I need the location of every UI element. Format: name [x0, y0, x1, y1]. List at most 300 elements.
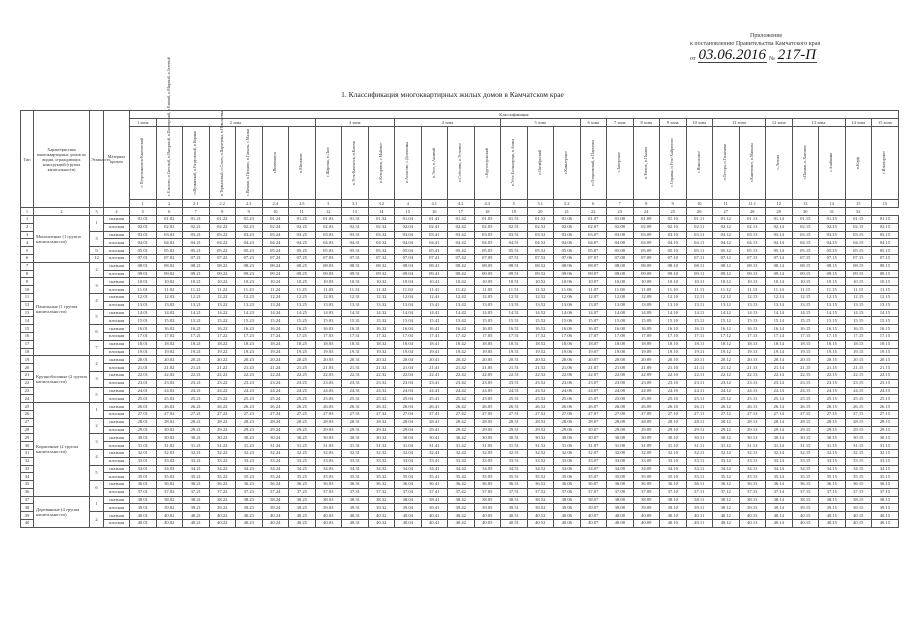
territory-code: 7 — [607, 200, 634, 208]
classification-code: 15.04 — [395, 317, 422, 325]
classification-code: 10.15 — [845, 278, 872, 286]
classification-code: 40.32 — [368, 512, 395, 520]
header-row-codes — [21, 200, 899, 208]
territory-code: 3.1 — [342, 200, 369, 208]
classification-code: 20.11 — [686, 356, 713, 364]
classification-code: 39.13 — [739, 504, 766, 512]
column-number: 29 — [766, 208, 793, 216]
classification-code: 25.10 — [660, 395, 687, 403]
classification-code: 05.05 — [474, 247, 501, 255]
classification-code: 30.15 — [845, 434, 872, 442]
classification-code: 33.25 — [289, 457, 316, 465]
classification-code: 14.06 — [554, 309, 581, 317]
classification-code: 35.25 — [289, 473, 316, 481]
classification-code: 19.02 — [156, 348, 183, 356]
classification-code: 40.13 — [739, 520, 766, 528]
territory-header — [819, 127, 846, 200]
table-row — [21, 379, 899, 387]
classification-code: 30.22 — [209, 434, 236, 442]
header-roof-material: Материал кровли — [104, 111, 130, 208]
roof-material: скатная — [104, 387, 130, 395]
classification-code: 34.04 — [395, 465, 422, 473]
classification-code: 22.13 — [739, 371, 766, 379]
classification-code: 25.01 — [130, 395, 157, 403]
territory-name: г. Елизово, п.Светлый, п.Нагорный, п.Пионерский, п.Ранний, п.Мирный, п.Зеленый — [166, 56, 171, 196]
row-number: 12 — [21, 301, 34, 309]
column-number: 26 — [686, 208, 713, 216]
classification-code: 14.04 — [395, 309, 422, 317]
roof-material: скатная — [104, 309, 130, 317]
classification-code: 08.06 — [554, 262, 581, 270]
territory-code: 4.1 — [421, 200, 448, 208]
classification-code: 36.02 — [156, 481, 183, 489]
table-row — [21, 317, 899, 325]
roof-material: плоская — [104, 223, 130, 231]
territory-header — [474, 127, 501, 200]
classification-code: 22.42 — [448, 371, 475, 379]
classification-code: 17.10 — [660, 332, 687, 340]
classification-code: 28.21 — [183, 418, 210, 426]
classification-code: 23.15 — [819, 379, 846, 387]
classification-code: 14.15 — [872, 309, 899, 317]
roof-material: скатная — [104, 418, 130, 426]
classification-code: 40.03 — [315, 520, 342, 528]
classification-code: 31.11 — [686, 442, 713, 450]
classification-code: 31.05 — [474, 442, 501, 450]
zone-header: 11 зона — [713, 119, 766, 127]
column-number: 16 — [421, 208, 448, 216]
classification-code: 14.08 — [607, 309, 634, 317]
classification-code: 05.51 — [501, 247, 528, 255]
classification-code: 05.11 — [686, 247, 713, 255]
classification-code: 34.09 — [633, 465, 660, 473]
classification-code: 10.09 — [633, 278, 660, 286]
territory-code: 2.5 — [289, 200, 316, 208]
classification-code: 19.21 — [183, 348, 210, 356]
classification-code: 27.15 — [819, 410, 846, 418]
annex-line-1: Приложение — [750, 33, 783, 39]
classification-code: 20.04 — [395, 356, 422, 364]
classification-code: 32.01 — [130, 449, 157, 457]
classification-code: 17.52 — [527, 332, 554, 340]
classification-code: 18.04 — [395, 340, 422, 348]
classification-code: 20.13 — [739, 356, 766, 364]
classification-code: 22.08 — [607, 371, 634, 379]
classification-code: 15.31 — [342, 317, 369, 325]
classification-code: 35.07 — [580, 473, 607, 481]
classification-code: 28.14 — [766, 418, 793, 426]
table-row — [21, 403, 899, 411]
classification-code: 27.07 — [580, 410, 607, 418]
classification-code: 37.15 — [819, 488, 846, 496]
classification-code: 14.25 — [289, 309, 316, 317]
classification-code: 15.11 — [686, 317, 713, 325]
classification-code: 36.06 — [554, 481, 581, 489]
annex-number: 217-П — [777, 47, 817, 63]
classification-code: 21.14 — [766, 364, 793, 372]
classification-code: 30.15 — [792, 434, 819, 442]
classification-code: 27.09 — [633, 410, 660, 418]
classification-code: 38.15 — [819, 496, 846, 504]
classification-code: 08.15 — [792, 262, 819, 270]
classification-code: 08.15 — [819, 262, 846, 270]
classification-code: 40.14 — [766, 520, 793, 528]
row-number: 23 — [21, 387, 34, 395]
classification-code: 31.25 — [289, 442, 316, 450]
classification-code: 20.03 — [315, 356, 342, 364]
floors-value: 9 — [90, 247, 104, 255]
classification-code: 13.13 — [739, 301, 766, 309]
classification-code: 12.32 — [368, 293, 395, 301]
annex-date-row — [690, 48, 820, 63]
classification-code: 13.23 — [236, 301, 263, 309]
table-row — [21, 325, 899, 333]
table-row — [21, 223, 899, 231]
classification-code: 18.07 — [580, 340, 607, 348]
classification-code: 29.01 — [130, 426, 157, 434]
classification-code: 17.22 — [209, 332, 236, 340]
column-number: 19 — [501, 208, 528, 216]
classification-code: 12.31 — [342, 293, 369, 301]
row-number: 28 — [21, 426, 34, 434]
classification-code: 40.15 — [872, 520, 899, 528]
classification-code: 33.22 — [209, 457, 236, 465]
classification-code: 19.03 — [315, 348, 342, 356]
classification-code: 07.02 — [156, 254, 183, 262]
column-number: 3 — [90, 208, 104, 216]
classification-code: 02.32 — [368, 223, 395, 231]
classification-code: 25.23 — [236, 395, 263, 403]
classification-code: 05.09 — [633, 247, 660, 255]
classification-code: 40.52 — [527, 520, 554, 528]
classification-code: 18.06 — [554, 340, 581, 348]
classification-code: 37.41 — [421, 488, 448, 496]
table-row — [21, 262, 899, 270]
classification-code: 13.52 — [527, 301, 554, 309]
classification-code: 35.15 — [872, 473, 899, 481]
classification-code: 19.09 — [633, 348, 660, 356]
row-number: 40 — [21, 520, 34, 528]
classification-code: 32.13 — [739, 449, 766, 457]
classification-code: 18.01 — [130, 340, 157, 348]
classification-code: 28.41 — [421, 418, 448, 426]
classification-code: 22.32 — [368, 371, 395, 379]
classification-code: 31.31 — [342, 442, 369, 450]
classification-code: 23.21 — [183, 379, 210, 387]
classification-code: 01.05 — [474, 216, 501, 224]
classification-code: 40.41 — [421, 520, 448, 528]
column-number: 14 — [368, 208, 395, 216]
roof-material: плоская — [104, 410, 130, 418]
classification-code: 01.06 — [554, 216, 581, 224]
classification-code: 27.15 — [792, 410, 819, 418]
classification-code: 09.15 — [845, 270, 872, 278]
row-number: 17 — [21, 340, 34, 348]
classification-code: 18.22 — [209, 340, 236, 348]
classification-code: 13.24 — [262, 301, 289, 309]
classification-code: 33.15 — [872, 457, 899, 465]
classification-code: 40.08 — [607, 520, 634, 528]
classification-code: 38.41 — [421, 496, 448, 504]
classification-code: 04.24 — [262, 239, 289, 247]
classification-code: 40.52 — [527, 512, 554, 520]
classification-code: 35.14 — [766, 473, 793, 481]
classification-code: 11.15 — [819, 286, 846, 294]
territory-name: п.Корф — [855, 156, 860, 169]
classification-code: 08.14 — [766, 262, 793, 270]
classification-code: 37.32 — [368, 488, 395, 496]
table-row — [21, 301, 899, 309]
classification-code: 04.21 — [183, 239, 210, 247]
classification-code: 09.25 — [289, 270, 316, 278]
classification-code: 03.01 — [130, 231, 157, 239]
classification-code: 19.15 — [872, 348, 899, 356]
classification-code: 21.52 — [527, 364, 554, 372]
classification-code: 02.21 — [183, 223, 210, 231]
classification-code: 01.02 — [156, 216, 183, 224]
classification-code: 24.01 — [130, 387, 157, 395]
classification-code: 10.22 — [209, 278, 236, 286]
classification-code: 19.51 — [501, 348, 528, 356]
table-row — [21, 473, 899, 481]
classification-code: 18.15 — [792, 340, 819, 348]
classification-code: 32.23 — [236, 449, 263, 457]
classification-code: 35.24 — [262, 473, 289, 481]
territory-header — [421, 127, 448, 200]
classification-code: 09.21 — [183, 270, 210, 278]
classification-code: 38.51 — [501, 496, 528, 504]
classification-code: 08.03 — [315, 262, 342, 270]
row-number: 30 — [21, 442, 34, 450]
classification-code: 40.15 — [792, 520, 819, 528]
classification-code: 23.41 — [421, 379, 448, 387]
classification-code: 35.04 — [395, 473, 422, 481]
classification-code: 37.13 — [739, 488, 766, 496]
classification-code: 36.10 — [660, 481, 687, 489]
classification-code: 37.08 — [607, 488, 634, 496]
classification-code: 02.41 — [421, 223, 448, 231]
classification-code: 35.05 — [474, 473, 501, 481]
classification-code: 11.15 — [792, 286, 819, 294]
classification-code: 18.15 — [819, 340, 846, 348]
classification-code: 04.14 — [766, 239, 793, 247]
classification-code: 27.52 — [527, 410, 554, 418]
territory-header — [501, 127, 528, 200]
territory-name: п.Усть-Камчатск, п.Ключи — [352, 140, 357, 185]
classification-code: 19.15 — [792, 348, 819, 356]
row-number: 25 — [21, 403, 34, 411]
roof-material: плоская — [104, 395, 130, 403]
classification-code: 34.15 — [872, 465, 899, 473]
table-row — [21, 465, 899, 473]
classification-code: 28.52 — [527, 418, 554, 426]
territory-code: 4.3 — [474, 200, 501, 208]
classification-code: 18.25 — [289, 340, 316, 348]
classification-code: 33.23 — [236, 457, 263, 465]
classification-code: 34.15 — [792, 465, 819, 473]
table-row — [21, 442, 899, 450]
classification-code: 08.31 — [342, 262, 369, 270]
classification-code: 39.01 — [130, 504, 157, 512]
table-row — [21, 504, 899, 512]
classification-code: 30.07 — [580, 434, 607, 442]
column-number: 4 — [104, 208, 130, 216]
classification-code: 15.23 — [236, 317, 263, 325]
classification-code: 10.21 — [183, 278, 210, 286]
classification-code: 11.32 — [368, 286, 395, 294]
classification-code: 18.24 — [262, 340, 289, 348]
classification-code: 11.24 — [262, 286, 289, 294]
classification-code: 07.05 — [474, 254, 501, 262]
classification-code: 19.05 — [474, 348, 501, 356]
classification-code: 15.06 — [554, 317, 581, 325]
classification-code: 36.01 — [130, 481, 157, 489]
classification-code: 15.09 — [633, 317, 660, 325]
table-row — [21, 512, 899, 520]
classification-code: 27.15 — [845, 410, 872, 418]
classification-code: 36.41 — [421, 481, 448, 489]
classification-code: 40.31 — [342, 512, 369, 520]
roof-material: скатная — [104, 325, 130, 333]
classification-code: 23.23 — [236, 379, 263, 387]
row-number: 5 — [21, 247, 34, 255]
zone-header: 10 зона — [686, 119, 713, 127]
classification-code: 09.24 — [262, 270, 289, 278]
classification-code: 18.23 — [236, 340, 263, 348]
roof-material: плоская — [104, 270, 130, 278]
classification-code: 40.15 — [845, 512, 872, 520]
classification-code: 04.15 — [872, 239, 899, 247]
classification-code: 15.22 — [209, 317, 236, 325]
classification-code: 12.04 — [395, 293, 422, 301]
classification-code: 34.05 — [474, 465, 501, 473]
classification-code: 04.05 — [474, 239, 501, 247]
classification-code: 09.51 — [501, 270, 528, 278]
classification-code: 18.10 — [660, 340, 687, 348]
header-characteristic: Характеристика многоквартирных домов по видам, ограждающих конструкций (группа капитальности) — [34, 111, 90, 208]
classification-code: 11.01 — [130, 286, 157, 294]
classification-code: 28.05 — [474, 418, 501, 426]
territory-header — [368, 127, 395, 200]
classification-code: 40.01 — [130, 520, 157, 528]
classification-code: 29.14 — [766, 426, 793, 434]
table-row — [21, 340, 899, 348]
classification-code: 19.15 — [819, 348, 846, 356]
territory-name: п.Соболево, п.Устьевое — [458, 143, 463, 182]
classification-code: 07.01 — [130, 254, 157, 262]
classification-code: 34.22 — [209, 465, 236, 473]
classification-code: 14.14 — [766, 309, 793, 317]
classification-code: 18.09 — [633, 340, 660, 348]
classification-code: 05.03 — [315, 247, 342, 255]
territory-code: 2 — [156, 200, 183, 208]
territory-name: п.Усть-Большерецк, п.Апача — [511, 138, 516, 187]
classification-code: 13.01 — [130, 301, 157, 309]
classification-code: 09.13 — [739, 270, 766, 278]
classification-code: 34.42 — [448, 465, 475, 473]
classification-code: 28.32 — [368, 418, 395, 426]
classification-code: 16.41 — [421, 325, 448, 333]
classification-code: 37.14 — [766, 488, 793, 496]
classification-code: 01.12 — [713, 216, 740, 224]
classification-code: 35.51 — [501, 473, 528, 481]
classification-code: 12.42 — [448, 293, 475, 301]
classification-code: 32.14 — [766, 449, 793, 457]
classification-code: 29.09 — [633, 426, 660, 434]
classification-code: 15.15 — [819, 317, 846, 325]
classification-code: 35.15 — [845, 473, 872, 481]
classification-code: 01.31 — [342, 216, 369, 224]
classification-code: 12.15 — [792, 293, 819, 301]
classification-code: 20.05 — [474, 356, 501, 364]
row-number: 2 — [21, 223, 34, 231]
table-row — [21, 247, 899, 255]
classification-code: 36.03 — [315, 481, 342, 489]
table-row — [21, 254, 899, 262]
roof-material: плоская — [104, 457, 130, 465]
classification-code: 12.15 — [819, 293, 846, 301]
classification-code: 38.25 — [289, 496, 316, 504]
zone-header: 7 зона — [607, 119, 634, 127]
classification-code: 26.15 — [845, 403, 872, 411]
classification-code: 22.23 — [236, 371, 263, 379]
classification-code: 30.51 — [501, 434, 528, 442]
classification-code: 33.12 — [713, 457, 740, 465]
classification-code: 19.25 — [289, 348, 316, 356]
classification-code: 04.03 — [315, 239, 342, 247]
classification-code: 13.07 — [580, 301, 607, 309]
classification-code: 40.13 — [739, 512, 766, 520]
classification-code: 02.02 — [156, 223, 183, 231]
classification-code: 36.14 — [766, 481, 793, 489]
classification-code: 14.11 — [686, 309, 713, 317]
classification-code: 38.09 — [633, 496, 660, 504]
table-row — [21, 371, 899, 379]
classification-code: 30.10 — [660, 434, 687, 442]
classification-code: 18.31 — [342, 340, 369, 348]
classification-code: 04.51 — [501, 239, 528, 247]
classification-code: 14.24 — [262, 309, 289, 317]
classification-code: 05.31 — [342, 247, 369, 255]
header-row-classification — [21, 111, 899, 119]
classification-code: 09.52 — [527, 270, 554, 278]
classification-code: 24.07 — [580, 387, 607, 395]
classification-code: 12.52 — [527, 293, 554, 301]
classification-code: 13.42 — [448, 301, 475, 309]
territory-code: 2.2 — [209, 200, 236, 208]
classification-code: 29.13 — [739, 426, 766, 434]
classification-code: 26.21 — [183, 403, 210, 411]
classification-code: 20.21 — [183, 356, 210, 364]
classification-code: 35.01 — [130, 473, 157, 481]
classification-code: 20.12 — [713, 356, 740, 364]
classification-code: 19.14 — [766, 348, 793, 356]
classification-code: 19.11 — [686, 348, 713, 356]
table-row — [21, 356, 899, 364]
classification-code: 36.15 — [819, 481, 846, 489]
classification-code: 35.02 — [156, 473, 183, 481]
table-row — [21, 239, 899, 247]
classification-code: 22.41 — [421, 371, 448, 379]
classification-code: 15.24 — [262, 317, 289, 325]
classification-code: 11.11 — [686, 286, 713, 294]
column-number: 31 — [819, 208, 846, 216]
classification-code: 17.05 — [474, 332, 501, 340]
territory-code: 3.2 — [368, 200, 395, 208]
classification-code: 03.32 — [368, 231, 395, 239]
territory-name: с.Ильпырское — [882, 150, 887, 174]
classification-code: 11.23 — [236, 286, 263, 294]
